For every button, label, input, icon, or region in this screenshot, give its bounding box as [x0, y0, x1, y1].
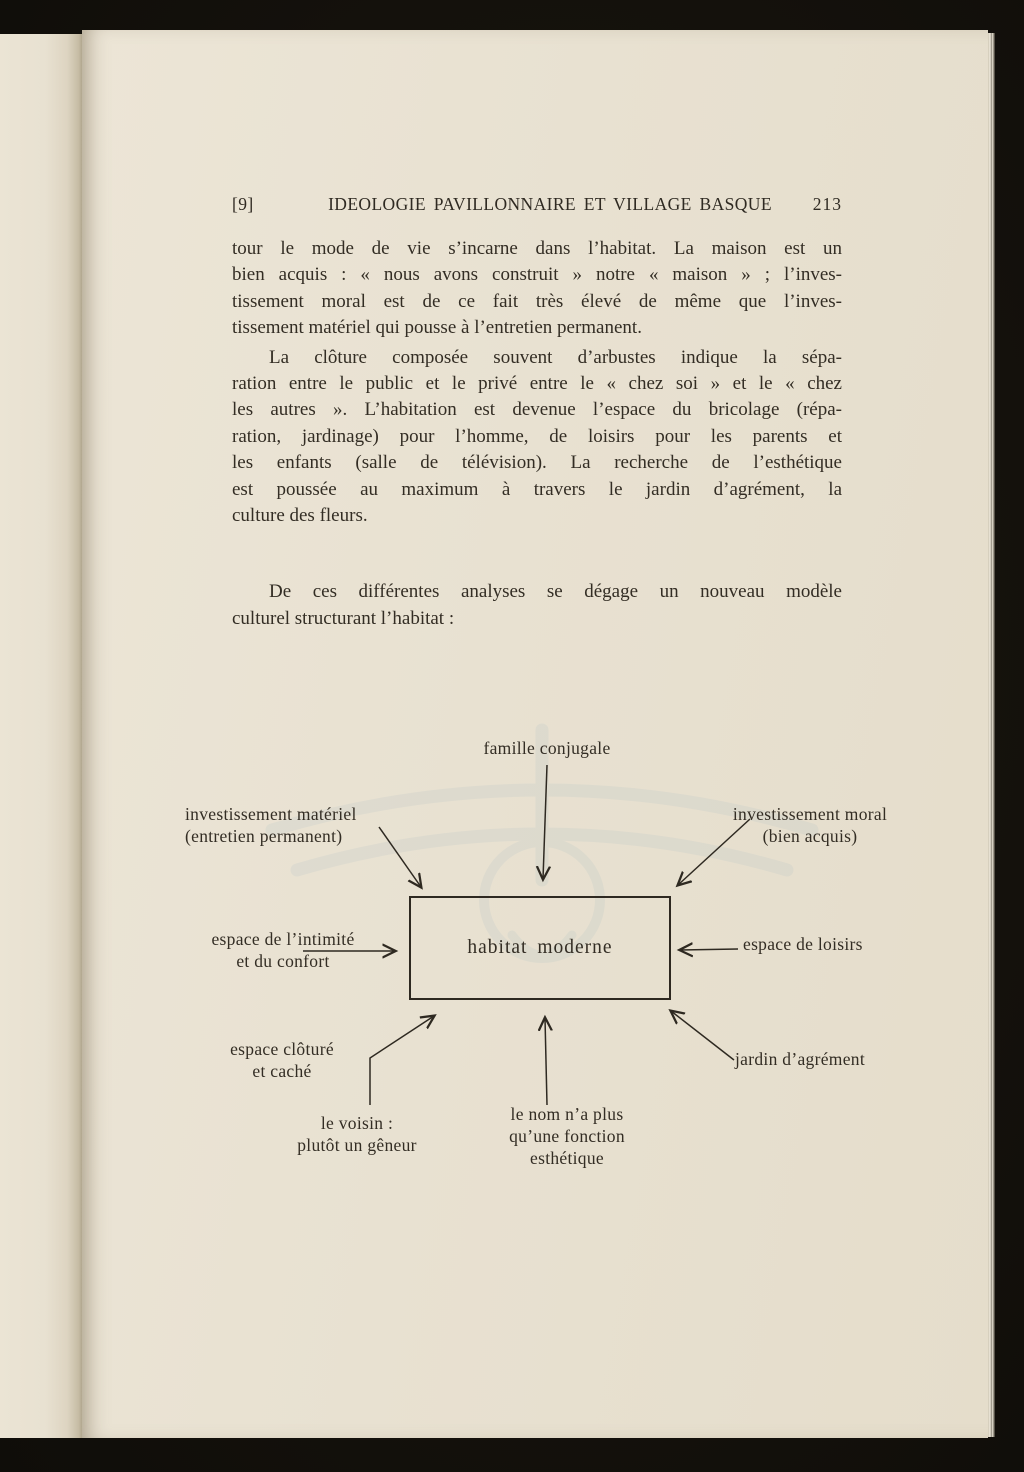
label-investissement-moral	[680, 803, 940, 847]
habitat-moderne-box	[409, 896, 671, 1000]
label-line: le nom n’a plus	[510, 1104, 624, 1124]
text-line: culture des fleurs.	[232, 505, 368, 527]
text-line: tour le mode de vie s’incarne dans l’habitat. La maison est un	[232, 238, 842, 259]
habitat-diagram	[82, 30, 988, 1438]
label-line: le voisin :	[320, 1113, 394, 1133]
habitat-moderne-label: habitat moderne	[467, 937, 613, 958]
text-line: tissement moral est de ce fait très élevé de même que l’inves-	[232, 290, 842, 312]
label-jardin-agrement: jardin d’agrément	[735, 1049, 865, 1069]
label-line: (entretien permanent)	[185, 826, 343, 846]
text-line: La clôture composée souvent d’arbustes indique la sépa-	[269, 346, 842, 368]
label-line: (bien acquis)	[762, 826, 858, 846]
text-line: les enfants (salle de télévision). La recherche de l’esthétique	[232, 452, 842, 474]
label-line: plutôt un gêneur	[297, 1135, 417, 1155]
label-espace-intimite	[148, 928, 418, 972]
diagram-arrows	[82, 30, 988, 1438]
label-line: espace de l’intimité	[211, 929, 355, 949]
label-line: et caché	[252, 1061, 312, 1081]
label-famille-conjugale: famille conjugale	[483, 738, 611, 758]
text-line: tissement matériel qui pousse à l’entretien permanent.	[232, 317, 642, 339]
label-line: qu’une fonction	[509, 1126, 625, 1146]
page-number: 213	[812, 194, 842, 214]
text-line: ration entre le public et le privé entre le « chez soi » et le « chez	[232, 373, 842, 395]
label-le-voisin	[247, 1112, 467, 1156]
label-line: esthétique	[530, 1148, 604, 1168]
left-page-edge	[0, 34, 82, 1438]
label-line: investissement matériel	[185, 804, 357, 824]
book-page	[82, 30, 988, 1438]
text-line: ration, jardinage) pour l’homme, de loisirs pour les parents et	[232, 425, 842, 447]
label-line: espace clôturé	[230, 1039, 334, 1059]
text-line: les autres ». L’habitation est devenue l’espace du bricolage (répa-	[232, 399, 842, 421]
label-line: investissement moral	[732, 804, 888, 824]
label-line: et du confort	[236, 951, 330, 971]
section-reference: [9]	[232, 194, 254, 214]
text-line: De ces différentes analyses se dégage un nouveau modèle	[269, 581, 842, 603]
label-espace-cloture	[147, 1038, 417, 1082]
label-investissement-materiel	[185, 803, 455, 847]
text-line: bien acquis : « nous avons construit » notre « maison » ; l’inves-	[232, 264, 842, 286]
text-line: est poussée au maximum à travers le jardin d’agrément, la	[232, 478, 842, 500]
label-le-nom	[467, 1103, 667, 1169]
text-line: culturel structurant l’habitat :	[232, 607, 455, 629]
label-espace-loisirs: espace de loisirs	[743, 934, 863, 954]
running-title: IDEOLOGIE PAVILLONNAIRE ET VILLAGE BASQUE	[328, 194, 772, 214]
